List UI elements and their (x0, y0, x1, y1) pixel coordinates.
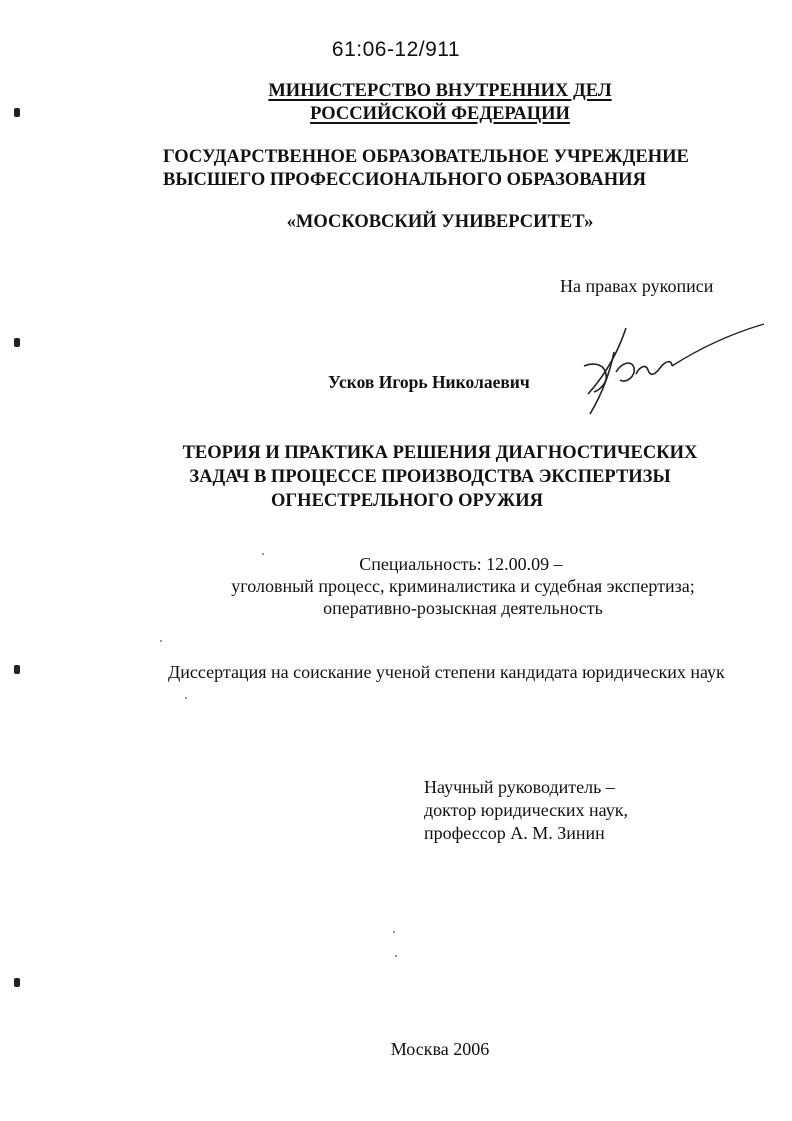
supervisor-line-1: Научный руководитель – (424, 777, 615, 797)
scan-speck (185, 697, 187, 699)
supervisor-line-3: профессор А. М. Зинин (424, 823, 605, 843)
author-name: Усков Игорь Николаевич (328, 372, 530, 392)
city-year: Москва 2006 (390, 1039, 490, 1059)
institution-line-1: ГОСУДАРСТВЕННОЕ ОБРАЗОВАТЕЛЬНОЕ УЧРЕЖДЕНИЕ (163, 147, 689, 167)
dissertation-title (0, 441, 792, 513)
title-line-1: ТЕОРИЯ И ПРАКТИКА РЕШЕНИЯ ДИАГНОСТИЧЕСКИХ (182, 443, 698, 463)
institution-line-2: ВЫСШЕГО ПРОФЕССИОНАЛЬНОГО ОБРАЗОВАНИЯ (163, 170, 646, 190)
supervisor-block (424, 776, 628, 845)
scan-speck (395, 955, 397, 957)
university-name: «МОСКОВСКИЙ УНИВЕРСИТЕТ» (286, 212, 594, 232)
ministry-heading (0, 80, 792, 126)
signature-icon (580, 322, 770, 418)
supervisor-line-2: доктор юридических наук, (424, 800, 628, 820)
binding-hole-mark (14, 338, 20, 347)
binding-hole-mark (14, 978, 20, 987)
ministry-line-1: МИНИСТЕРСТВО ВНУТРЕННИХ ДЕЛ (268, 81, 612, 101)
ministry-line-2: РОССИЙСКОЙ ФЕДЕРАЦИИ (310, 104, 570, 124)
manuscript-note: На правах рукописи (560, 276, 714, 296)
scan-speck (262, 553, 264, 555)
degree-statement: Диссертация на соискание ученой степени кандидата юридических наук (168, 662, 725, 682)
specialty-block (0, 553, 792, 619)
scan-speck (160, 640, 162, 642)
institution-heading (163, 146, 689, 192)
specialty-line-1: Специальность: 12.00.09 – (359, 554, 563, 574)
binding-hole-mark (14, 665, 20, 674)
specialty-line-2: уголовный процесс, криминалистика и судебная экспертиза; (231, 576, 695, 596)
title-line-2: ЗАДАЧ В ПРОЦЕССЕ ПРОИЗВОДСТВА ЭКСПЕРТИЗЫ (189, 467, 671, 487)
scan-speck (393, 931, 395, 933)
title-line-3: ОГНЕСТРЕЛЬНОГО ОРУЖИЯ (271, 491, 543, 511)
catalog-number: 61:06-12/911 (331, 38, 461, 61)
binding-hole-mark (14, 108, 20, 117)
specialty-line-3: оперативно-розыскная деятельность (323, 598, 603, 618)
